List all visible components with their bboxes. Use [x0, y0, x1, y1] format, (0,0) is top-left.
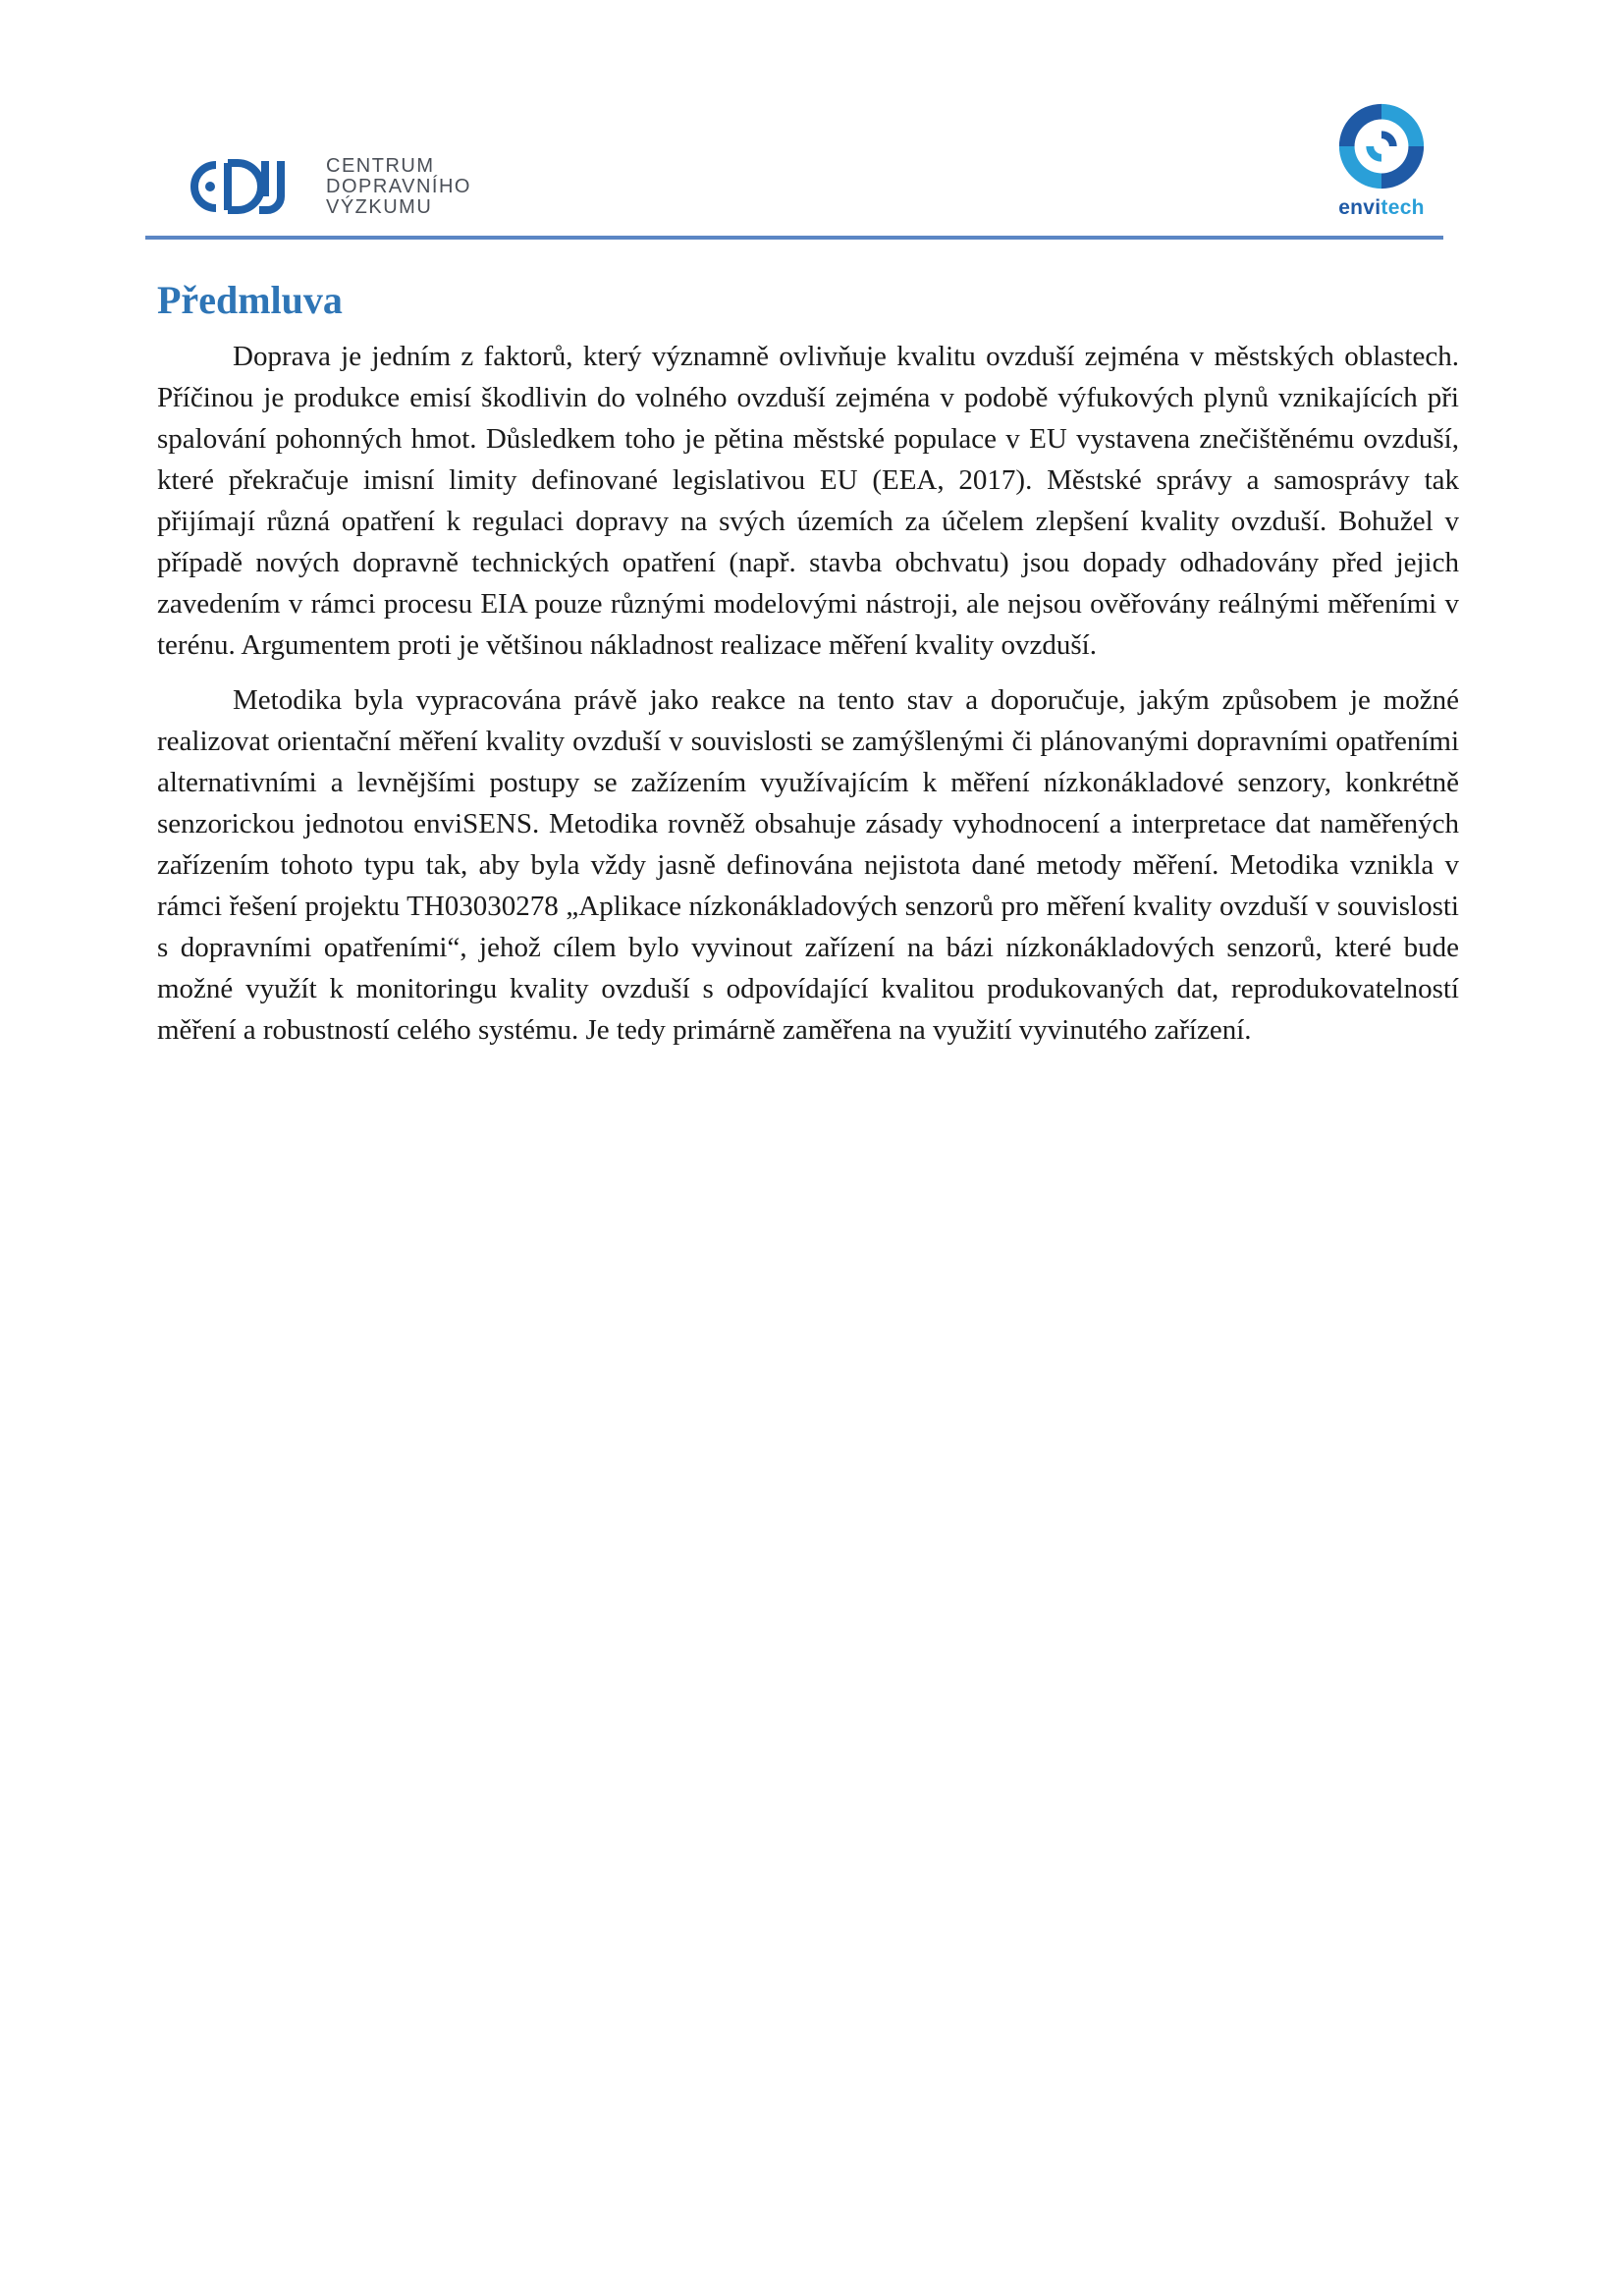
- cdv-logo-mark: [177, 155, 312, 218]
- cdv-logo: [177, 147, 471, 226]
- cdv-logo-text: [326, 156, 471, 218]
- envitech-wordmark-tech: tech: [1380, 196, 1425, 219]
- envitech-swirl-icon: [1333, 98, 1430, 194]
- envitech-wordmark-envi: envi: [1338, 196, 1381, 219]
- document-body: [157, 277, 1459, 1064]
- cdv-logo-line2: DOPRAVNÍHO: [326, 175, 471, 197]
- cdv-logo-line1: CENTRUM: [326, 154, 435, 177]
- paragraph-2: Metodika byla vypracována právě jako reakce na tento stav a doporučuje, jakým způsobem je možné realizovat orientační měření kvality ovzduší v souvislosti se zamýšlenými či plánovanými dopravními opatřeními alternativními a levnějšími postupy se zažízením využívajícím k měření nízkonákladové senzory, konkrétně senzorickou jednotou enviSENS. Metodika rovněž obsahuje zásady vyhodnocení a interpretace dat naměřených zařízením tohoto typu tak, aby byla vždy jasně definována nejistota dané metody měření. Metodika vznikla v rámci řešení projektu TH03030278 „Aplikace nízkonákladových senzorů pro měření kvality ovzduší v souvislosti s dopravními opatřeními“, jehož cílem bylo vyvinout zařízení na bázi nízkonákladových senzorů, které bude možné využít k monitoringu kvality ovzduší s odpovídající kvalitou produkovaných dat, reprodukovatelností měření a robustností celého systému. Je tedy primárně zaměřena na využití vyvinutého zařízení.: [157, 684, 1459, 1046]
- page-header: [147, 98, 1441, 241]
- envitech-wordmark: [1327, 196, 1435, 220]
- envitech-logo: [1327, 98, 1435, 226]
- paragraph-1: Doprava je jedním z faktorů, který významně ovlivňuje kvalitu ovzduší zejména v městských oblastech. Příčinou je produkce emisí škodlivin do volného ovzduší zejména v podobě výfukových plynů vznikajících při spalování pohonných hmot. Důsledkem toho je pětina městské populace v EU vystavena znečištěnému ovzduší, které překračuje imisní limity definované legislativou EU (EEA, 2017). Městské správy a samosprávy tak přijímají různá opatření k regulaci dopravy na svých územích za účelem zlepšení kvality ovzduší. Bohužel v případě nových dopravně technických opatření (např. stavba obchvatu) jsou dopady odhadovány před jejich zavedením v rámci procesu EIA pouze různými modelovými nástroji, ale nejsou ověřovány reálnými měřeními v terénu. Argumentem proti je většinou nákladnost realizace měření kvality ovzduší.: [157, 341, 1459, 661]
- page-title: Předmluva: [157, 278, 343, 322]
- header-divider: [145, 236, 1443, 240]
- cdv-logo-line3: VÝZKUMU: [326, 195, 433, 218]
